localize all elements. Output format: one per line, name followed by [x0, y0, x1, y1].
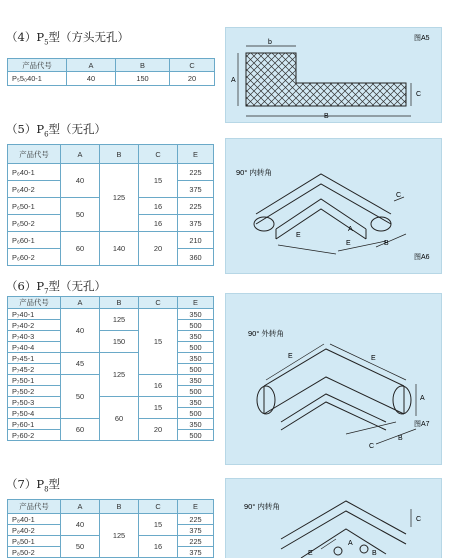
cell-e: 350 — [178, 331, 214, 342]
dim-a-label: A — [231, 77, 236, 84]
dim-b-label: b — [268, 39, 272, 46]
header-e: E — [178, 297, 214, 309]
cell-code: P₇45-1 — [8, 353, 61, 364]
cell-e: 375 — [178, 215, 214, 232]
section-title-p5 — [6, 29, 129, 46]
cell-code: P₈40-2 — [8, 525, 61, 536]
cell-c: 20 — [139, 419, 178, 441]
cell-c: 20 — [170, 72, 215, 86]
cell-e: 500 — [178, 342, 214, 353]
cell-a: 40 — [61, 164, 100, 198]
header-a: A — [61, 500, 100, 514]
cell-c: 15 — [139, 514, 178, 536]
cell-code: P₇40-1 — [8, 309, 61, 320]
dim-b2-label: B — [324, 113, 329, 120]
cell-c: 15 — [139, 397, 178, 419]
header-a: A — [61, 145, 100, 164]
cell-code: P₇50-4 — [8, 408, 61, 419]
section-title-p7 — [6, 278, 106, 295]
cell-b: 140 — [100, 232, 139, 266]
cell-e: 375 — [178, 547, 214, 558]
title-sub: 7 — [44, 287, 49, 296]
dim-a-label: A — [348, 540, 353, 547]
cell-code: P₇50-3 — [8, 397, 61, 408]
inner-corner-drawing-2 — [226, 479, 441, 558]
header-c: C — [170, 59, 215, 72]
cell-b: 150 — [100, 331, 139, 353]
header-code: 产品代号 — [8, 297, 61, 309]
cell-code: P₅5₀40-1 — [8, 72, 67, 86]
header-b: B — [100, 145, 139, 164]
cell-b: 150 — [116, 72, 170, 86]
dim-e-label: E — [308, 550, 313, 557]
cell-e: 375 — [178, 525, 214, 536]
cell-code: P₇40-4 — [8, 342, 61, 353]
section-title-p8 — [6, 476, 60, 493]
cell-e: 350 — [178, 309, 214, 320]
cell-code: P₇40-2 — [8, 320, 61, 331]
cell-e: 350 — [178, 397, 214, 408]
cell-code: P₇40-3 — [8, 331, 61, 342]
dim-c-label: C — [369, 443, 375, 450]
cell-code: P₆50-2 — [8, 215, 61, 232]
header-a: A — [67, 59, 116, 72]
dim-a-label: A — [420, 395, 425, 402]
panel-caption: 90° 内转角 — [236, 168, 272, 177]
cell-c: 15 — [139, 164, 178, 198]
figure-label: 图A5 — [414, 35, 430, 42]
section-title-p6 — [6, 121, 106, 138]
dim-e-label: E — [296, 232, 301, 239]
figure-label: 图A6 — [414, 254, 430, 261]
figure-panel-a5 — [225, 27, 442, 123]
dim-e2-label: E — [371, 355, 376, 362]
cell-e: 500 — [178, 364, 214, 375]
cell-b: 125 — [100, 353, 139, 397]
spec-table-p6 — [7, 144, 214, 266]
cell-code: P₆60-2 — [8, 249, 61, 266]
header-b: B — [100, 297, 139, 309]
dim-e-label: E — [288, 353, 293, 360]
cell-code: P₆60-1 — [8, 232, 61, 249]
cell-a: 50 — [61, 198, 100, 232]
cell-code: P₇45-2 — [8, 364, 61, 375]
cell-code: P₆40-2 — [8, 181, 61, 198]
cell-c: 20 — [139, 232, 178, 266]
header-code: 产品代号 — [8, 500, 61, 514]
header-e: E — [178, 145, 214, 164]
dim-c-label: C — [416, 516, 422, 523]
cell-a: 40 — [67, 72, 116, 86]
cell-e: 350 — [178, 375, 214, 386]
title-prefix: （6）P — [6, 279, 45, 293]
cell-code: P₈40-1 — [8, 514, 61, 525]
title-prefix: （5）P — [6, 122, 45, 136]
dim-c-label: C — [416, 91, 422, 98]
outer-corner-drawing — [226, 294, 441, 464]
spec-table-p7 — [7, 296, 214, 441]
cell-e: 500 — [178, 320, 214, 331]
cell-code: P₈50-1 — [8, 536, 61, 547]
figure-panel-a6 — [225, 138, 442, 274]
cell-e: 375 — [178, 181, 214, 198]
header-c: C — [139, 297, 178, 309]
cell-e: 350 — [178, 353, 214, 364]
header-c: C — [139, 145, 178, 164]
title-prefix: （4）P — [6, 30, 45, 44]
cell-a: 45 — [61, 353, 100, 375]
title-sub: 8 — [44, 485, 49, 494]
dim-b-label: B — [372, 550, 377, 557]
cell-code: P₇50-2 — [8, 386, 61, 397]
cell-e: 210 — [178, 232, 214, 249]
title-suffix: 型（无孔） — [48, 279, 107, 293]
cell-a: 60 — [61, 419, 100, 441]
cell-e: 350 — [178, 419, 214, 430]
spec-table-p5 — [7, 58, 215, 86]
header-c: C — [139, 500, 178, 514]
header-code: 产品代号 — [8, 59, 67, 72]
cell-code: P₈50-2 — [8, 547, 61, 558]
cell-c: 16 — [139, 536, 178, 558]
dim-e2-label: E — [346, 240, 351, 247]
header-b: B — [100, 500, 139, 514]
dim-a-label: A — [348, 226, 353, 233]
cell-e: 225 — [178, 198, 214, 215]
figure-panel-a7 — [225, 293, 442, 465]
cell-code: P₆40-1 — [8, 164, 61, 181]
spec-table-p8 — [7, 499, 214, 558]
cell-a: 50 — [61, 536, 100, 558]
panel-caption: 90° 内转角 — [244, 502, 280, 511]
cell-e: 225 — [178, 536, 214, 547]
header-a: A — [61, 297, 100, 309]
dim-c-label: C — [396, 192, 402, 199]
cell-e: 500 — [178, 430, 214, 441]
cell-c: 16 — [139, 215, 178, 232]
cell-code: P₇60-1 — [8, 419, 61, 430]
cell-e: 500 — [178, 408, 214, 419]
panel-caption: 90° 外转角 — [248, 329, 284, 338]
title-suffix: 型 — [48, 477, 61, 491]
header-code: 产品代号 — [8, 145, 61, 164]
title-sub: 6 — [44, 130, 49, 139]
dim-b-label: B — [384, 240, 389, 247]
cell-e: 360 — [178, 249, 214, 266]
title-prefix: （7）P — [6, 477, 45, 491]
cell-a: 40 — [61, 309, 100, 353]
cell-c: 16 — [139, 198, 178, 215]
cell-a: 40 — [61, 514, 100, 536]
cell-code: P₆50-1 — [8, 198, 61, 215]
cell-e: 225 — [178, 164, 214, 181]
inner-corner-drawing — [226, 139, 441, 273]
cell-e: 225 — [178, 514, 214, 525]
cell-c: 15 — [139, 309, 178, 375]
profile-drawing — [226, 28, 441, 122]
cell-b: 125 — [100, 164, 139, 232]
header-e: E — [178, 500, 214, 514]
cell-a: 60 — [61, 232, 100, 266]
figure-label: 图A7 — [414, 421, 430, 428]
figure-panel-a8 — [225, 478, 442, 558]
cell-b: 60 — [100, 397, 139, 441]
cell-e: 500 — [178, 386, 214, 397]
title-sub: 5 — [44, 38, 49, 47]
cell-b: 125 — [100, 514, 139, 558]
cell-b: 125 — [100, 309, 139, 331]
cell-code: P₇50-1 — [8, 375, 61, 386]
cell-a: 50 — [61, 375, 100, 419]
title-suffix: 型（方头无孔） — [48, 30, 130, 44]
header-b: B — [116, 59, 170, 72]
cell-code: P₇60-2 — [8, 430, 61, 441]
cell-c: 16 — [139, 375, 178, 397]
dim-b-label: B — [398, 435, 403, 442]
title-suffix: 型（无孔） — [48, 122, 107, 136]
